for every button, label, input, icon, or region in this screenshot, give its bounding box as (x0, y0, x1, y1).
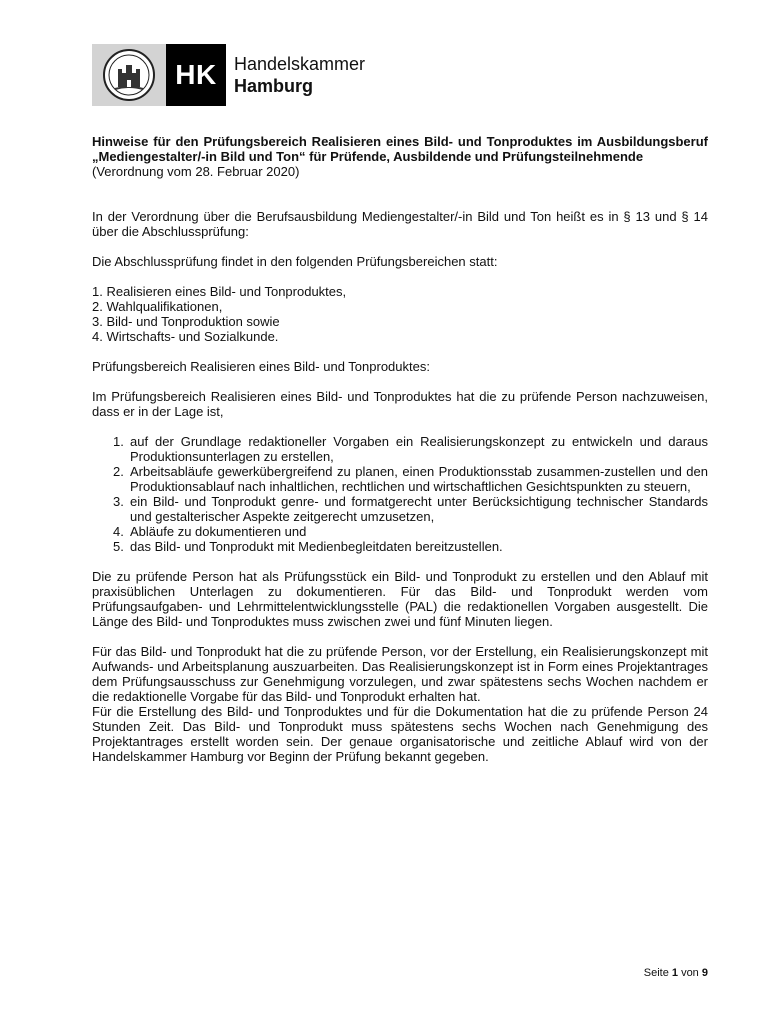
logo-hk-mark: HK (166, 44, 226, 106)
list-item (92, 494, 708, 524)
list-number: 3. (113, 494, 124, 509)
current-page: 1 (671, 967, 678, 979)
list-number: 2. (113, 464, 124, 479)
task-list (92, 434, 708, 554)
paragraph-timing: Für die Erstellung des Bild- und Tonproduktes und für die Dokumentation hat die zu prüfende Person 24 Stunden Zeit. Das Bild- und Tonprodukt muss spätestens sechs Wochen nach Genehmigung des Projektantrages erstellt worden sein. Der genaue organisatorische und zeitliche Ablauf wird von der Handelskammer Hamburg vor Beginn der Prüfung bekannt gegeben. (92, 704, 708, 764)
section-heading: Prüfungsbereich Realisieren eines Bild- und Tonproduktes: (92, 359, 430, 374)
list-text: ein Bild- und Tonprodukt genre- und formatgerecht unter Berücksichtigung technischer Standards und gestalterischer Aspekte zeitgerecht umzusetzen, (130, 494, 708, 524)
areas-intro: Die Abschlussprüfung findet in den folgenden Prüfungsbereichen statt: (92, 254, 498, 269)
list-item: 4. Wirtschafts- und Sozialkunde. (92, 329, 279, 344)
document-subtitle: (Verordnung vom 28. Februar 2020) (92, 164, 300, 179)
page-number (644, 967, 708, 979)
intro-paragraph: In der Verordnung über die Berufsausbildung Mediengestalter/-in Bild und Ton heißt es in § 13 und § 14 über die Abschlussprüfung: (92, 209, 708, 239)
exam-areas-list (92, 284, 708, 344)
logo-line-hamburg: Hamburg (234, 76, 314, 96)
list-item (92, 464, 708, 494)
page-prefix: Seite (643, 967, 669, 979)
list-item (92, 434, 708, 464)
page-of: von (681, 967, 699, 979)
total-pages: 9 (701, 967, 708, 979)
handelskammer-logo (92, 44, 392, 106)
list-item: 1. Realisieren eines Bild- und Tonproduktes, (92, 284, 347, 299)
hamburg-seal-icon (92, 44, 166, 106)
list-text: das Bild- und Tonprodukt mit Medienbegleitdaten bereitzustellen. (130, 539, 503, 554)
list-item: 2. Wahlqualifikationen, (92, 299, 223, 314)
list-number: 4. (113, 524, 124, 539)
logo-line-handelskammer: Handelskammer (234, 54, 366, 74)
list-text: auf der Grundlage redaktioneller Vorgaben ein Realisierungskonzept zu entwickeln und daraus Produktionsunterlagen zu erstellen, (130, 434, 708, 464)
logo-wordmark (226, 44, 365, 106)
section-intro: Im Prüfungsbereich Realisieren eines Bild- und Tonproduktes hat die zu prüfende Person nachzuweisen, dass er in der Lage ist, (92, 389, 708, 419)
list-number: 1. (113, 434, 124, 449)
paragraph-exam-piece: Die zu prüfende Person hat als Prüfungsstück ein Bild- und Tonprodukt zu erstellen und den Ablauf mit praxisüblichen Unterlagen zu dokumentieren. Für das Bild- und Tonprodukt werden vom Prüfungsaufgaben- und Lehrmittelentwicklungsstelle (PAL) die redaktionellen Vorgaben ausgestellt. Die Länge des Bild- und Tonproduktes muss zwischen zwei und fünf Minuten liegen. (92, 569, 708, 629)
document-title: Hinweise für den Prüfungsbereich Realisieren eines Bild- und Tonproduktes im Ausbildungsberuf „Mediengestalter/-in Bild und Ton“ für Prüfende, Ausbildende und Prüfungsteilnehmende (92, 134, 708, 164)
list-item (92, 524, 708, 539)
list-text: Arbeitsabläufe gewerkübergreifend zu planen, einen Produktionsstab zusammen-zustellen und den Produktionsablauf nach inhaltlichen, rechtlichen und wirtschaftlichen Gesichtspunkten zu steuern, (130, 464, 708, 494)
document-body (92, 134, 708, 764)
list-number: 5. (113, 539, 124, 554)
list-text: Abläufe zu dokumentieren und (130, 524, 307, 539)
paragraph-concept: Für das Bild- und Tonprodukt hat die zu prüfende Person, vor der Erstellung, ein Realisierungskonzept mit Aufwands- und Arbeitsplanung auszuarbeiten. Das Realisierungskonzept ist in Form eines Projektantrages dem Prüfungsausschuss zur Genehmigung vorzulegen, und zwar spätestens sechs Wochen nachdem er die redaktionelle Vorgabe für das Bild- und Tonprodukt erhalten hat. (92, 644, 708, 704)
list-item: 3. Bild- und Tonproduktion sowie (92, 314, 280, 329)
list-item (92, 539, 708, 554)
